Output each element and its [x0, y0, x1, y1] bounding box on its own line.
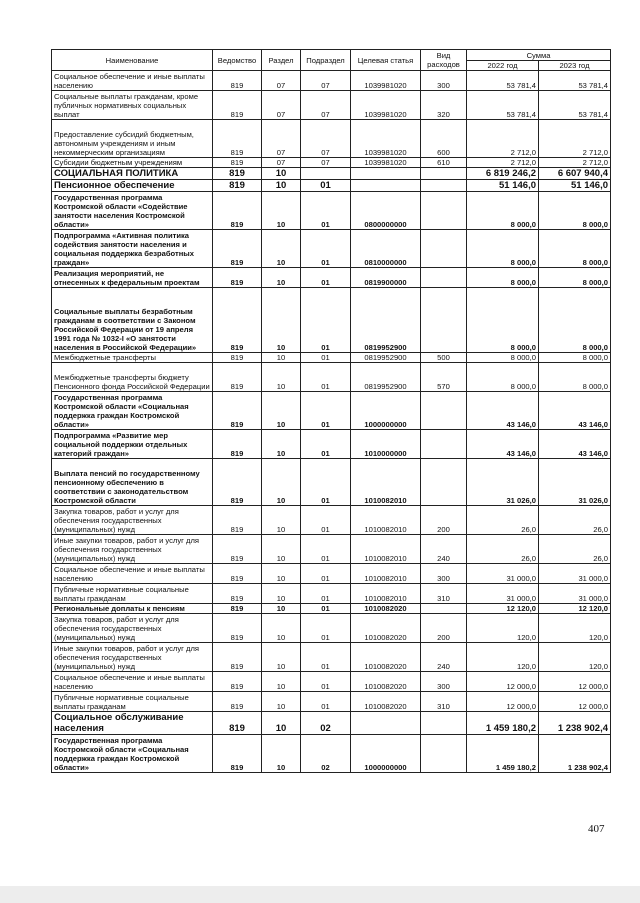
cell-sum-2022: 1 459 180,2	[467, 712, 539, 735]
cell-subsection: 01	[301, 192, 351, 230]
cell-section: 10	[262, 564, 301, 584]
cell-target: 1010082020	[351, 604, 421, 614]
cell-sum-2022: 8 000,0	[467, 353, 539, 363]
cell-name: Социальные выплаты безработным гражданам в соответствии с Законом Российской Федерации от 19 апреля 1991 года № 1032-I «О занятости населения в Российской Федерации»	[52, 288, 213, 353]
cell-name: Реализация мероприятий, не отнесенных к федеральным проектам	[52, 268, 213, 288]
header-name: Наименование	[52, 50, 213, 71]
cell-subsection: 01	[301, 692, 351, 712]
cell-section: 07	[262, 91, 301, 120]
table-row	[52, 564, 611, 584]
cell-sum-2023: 8 000,0	[539, 230, 611, 268]
header-year-2023: 2023 год	[539, 61, 611, 71]
cell-name: Социальные выплаты гражданам, кроме публичных нормативных социальных выплат	[52, 91, 213, 120]
cell-sum-2023: 8 000,0	[539, 353, 611, 363]
cell-section: 10	[262, 168, 301, 180]
cell-section: 07	[262, 71, 301, 91]
cell-exptype	[421, 392, 467, 430]
cell-sum-2022: 53 781,4	[467, 71, 539, 91]
header-year-2022: 2022 год	[467, 61, 539, 71]
cell-dept: 819	[213, 643, 262, 672]
cell-sum-2022: 8 000,0	[467, 268, 539, 288]
cell-section: 10	[262, 643, 301, 672]
header-target: Целевая статья	[351, 50, 421, 71]
header-subsection: Подраздел	[301, 50, 351, 71]
cell-sum-2022: 12 000,0	[467, 692, 539, 712]
cell-sum-2023: 43 146,0	[539, 430, 611, 459]
cell-target: 1010000000	[351, 430, 421, 459]
cell-subsection: 01	[301, 614, 351, 643]
cell-dept: 819	[213, 672, 262, 692]
cell-target: 1010082010	[351, 506, 421, 535]
cell-sum-2023: 31 026,0	[539, 459, 611, 506]
cell-name: Закупка товаров, работ и услуг для обеспечения государственных (муниципальных) нужд	[52, 614, 213, 643]
cell-sum-2023: 53 781,4	[539, 71, 611, 91]
cell-subsection: 01	[301, 643, 351, 672]
cell-dept: 819	[213, 392, 262, 430]
cell-exptype	[421, 604, 467, 614]
cell-sum-2023: 8 000,0	[539, 363, 611, 392]
cell-target: 1010082020	[351, 672, 421, 692]
cell-sum-2023: 53 781,4	[539, 91, 611, 120]
cell-subsection: 02	[301, 712, 351, 735]
cell-exptype	[421, 712, 467, 735]
table-row	[52, 535, 611, 564]
cell-name: Социальное обеспечение и иные выплаты населению	[52, 672, 213, 692]
cell-sum-2022: 43 146,0	[467, 430, 539, 459]
cell-exptype	[421, 180, 467, 192]
cell-sum-2022: 53 781,4	[467, 91, 539, 120]
cell-dept: 819	[213, 430, 262, 459]
cell-subsection	[301, 168, 351, 180]
cell-section: 10	[262, 363, 301, 392]
cell-sum-2023: 120,0	[539, 614, 611, 643]
cell-dept: 819	[213, 192, 262, 230]
cell-name: Закупка товаров, работ и услуг для обеспечения государственных (муниципальных) нужд	[52, 506, 213, 535]
cell-sum-2023: 8 000,0	[539, 192, 611, 230]
cell-target	[351, 180, 421, 192]
cell-section: 10	[262, 506, 301, 535]
table-row	[52, 158, 611, 168]
cell-sum-2023: 8 000,0	[539, 288, 611, 353]
cell-target: 0800000000	[351, 192, 421, 230]
table-row	[52, 353, 611, 363]
cell-section: 10	[262, 288, 301, 353]
cell-target: 1010082020	[351, 643, 421, 672]
cell-target	[351, 168, 421, 180]
cell-section: 10	[262, 672, 301, 692]
cell-section: 07	[262, 158, 301, 168]
cell-section: 10	[262, 180, 301, 192]
page-number: 407	[588, 823, 605, 835]
header-sum: Сумма	[467, 50, 611, 61]
cell-exptype: 600	[421, 120, 467, 158]
cell-subsection: 01	[301, 430, 351, 459]
cell-target	[351, 712, 421, 735]
cell-target: 1039981020	[351, 91, 421, 120]
cell-section: 10	[262, 230, 301, 268]
cell-dept: 819	[213, 180, 262, 192]
cell-exptype	[421, 735, 467, 773]
cell-exptype	[421, 288, 467, 353]
table-row	[52, 712, 611, 735]
cell-sum-2022: 2 712,0	[467, 158, 539, 168]
cell-target: 1010082010	[351, 459, 421, 506]
cell-name: Социальное обеспечение и иные выплаты населению	[52, 564, 213, 584]
cell-subsection: 01	[301, 672, 351, 692]
cell-section: 10	[262, 459, 301, 506]
cell-name: Региональные доплаты к пенсиям	[52, 604, 213, 614]
cell-subsection: 01	[301, 288, 351, 353]
cell-target: 1000000000	[351, 735, 421, 773]
table-row	[52, 506, 611, 535]
cell-target: 1010082010	[351, 535, 421, 564]
cell-section: 10	[262, 353, 301, 363]
cell-sum-2023: 31 000,0	[539, 564, 611, 584]
cell-target: 1010082020	[351, 692, 421, 712]
cell-target: 0819952900	[351, 363, 421, 392]
cell-sum-2023: 12 000,0	[539, 692, 611, 712]
cell-exptype: 240	[421, 643, 467, 672]
cell-exptype	[421, 230, 467, 268]
table-row	[52, 392, 611, 430]
cell-sum-2023: 12 120,0	[539, 604, 611, 614]
cell-dept: 819	[213, 168, 262, 180]
header-section: Раздел	[262, 50, 301, 71]
cell-dept: 819	[213, 120, 262, 158]
cell-section: 07	[262, 120, 301, 158]
cell-dept: 819	[213, 268, 262, 288]
cell-exptype	[421, 168, 467, 180]
cell-exptype	[421, 268, 467, 288]
table-row	[52, 584, 611, 604]
cell-sum-2022: 26,0	[467, 506, 539, 535]
table-row	[52, 91, 611, 120]
cell-sum-2022: 8 000,0	[467, 363, 539, 392]
cell-sum-2022: 8 000,0	[467, 288, 539, 353]
table-row	[52, 604, 611, 614]
cell-target: 0819900000	[351, 268, 421, 288]
cell-name: Выплата пенсий по государственному пенсионному обеспечению в соответствии с законодательством Костромской области	[52, 459, 213, 506]
cell-name: СОЦИАЛЬНАЯ ПОЛИТИКА	[52, 168, 213, 180]
cell-sum-2022: 31 026,0	[467, 459, 539, 506]
cell-sum-2022: 120,0	[467, 614, 539, 643]
cell-subsection: 01	[301, 268, 351, 288]
cell-dept: 819	[213, 230, 262, 268]
table-row	[52, 614, 611, 643]
cell-subsection: 01	[301, 363, 351, 392]
cell-subsection: 01	[301, 506, 351, 535]
cell-subsection: 01	[301, 392, 351, 430]
cell-sum-2022: 12 120,0	[467, 604, 539, 614]
cell-name: Подпрограмма «Развитие мер социальной поддержки отдельных категорий граждан»	[52, 430, 213, 459]
cell-subsection: 07	[301, 120, 351, 158]
cell-sum-2023: 2 712,0	[539, 158, 611, 168]
cell-exptype: 610	[421, 158, 467, 168]
cell-exptype: 500	[421, 353, 467, 363]
cell-section: 10	[262, 712, 301, 735]
table-row	[52, 692, 611, 712]
cell-name: Пенсионное обеспечение	[52, 180, 213, 192]
cell-subsection: 07	[301, 158, 351, 168]
cell-name: Подпрограмма «Активная политика содействия занятости населения и социальная поддержка безработных граждан»	[52, 230, 213, 268]
table-row	[52, 672, 611, 692]
cell-dept: 819	[213, 158, 262, 168]
cell-exptype: 200	[421, 614, 467, 643]
table-row	[52, 268, 611, 288]
cell-name: Межбюджетные трансферты бюджету Пенсионного фонда Российской Федерации	[52, 363, 213, 392]
cell-name: Иные закупки товаров, работ и услуг для обеспечения государственных (муниципальных) нужд	[52, 535, 213, 564]
table-row	[52, 120, 611, 158]
cell-subsection: 01	[301, 604, 351, 614]
cell-subsection: 01	[301, 180, 351, 192]
scan-bottom-strip	[0, 886, 640, 903]
cell-exptype: 240	[421, 535, 467, 564]
cell-sum-2023: 26,0	[539, 535, 611, 564]
budget-table-sheet	[51, 49, 610, 773]
cell-subsection: 01	[301, 564, 351, 584]
cell-sum-2022: 26,0	[467, 535, 539, 564]
cell-section: 10	[262, 192, 301, 230]
table-row	[52, 192, 611, 230]
table-row	[52, 430, 611, 459]
cell-exptype: 300	[421, 71, 467, 91]
cell-section: 10	[262, 535, 301, 564]
cell-exptype: 200	[421, 506, 467, 535]
cell-name: Субсидии бюджетным учреждениям	[52, 158, 213, 168]
cell-exptype: 310	[421, 584, 467, 604]
cell-dept: 819	[213, 459, 262, 506]
cell-sum-2022: 8 000,0	[467, 192, 539, 230]
cell-exptype	[421, 459, 467, 506]
cell-target: 1039981020	[351, 120, 421, 158]
cell-sum-2022: 31 000,0	[467, 564, 539, 584]
cell-dept: 819	[213, 584, 262, 604]
cell-target: 0810000000	[351, 230, 421, 268]
header-exptype: Вид расходов	[421, 50, 467, 71]
cell-dept: 819	[213, 91, 262, 120]
cell-section: 10	[262, 392, 301, 430]
cell-subsection: 07	[301, 91, 351, 120]
cell-sum-2022: 120,0	[467, 643, 539, 672]
cell-target: 1039981020	[351, 158, 421, 168]
cell-section: 10	[262, 735, 301, 773]
cell-exptype	[421, 430, 467, 459]
cell-name: Социальное обеспечение и иные выплаты населению	[52, 71, 213, 91]
cell-sum-2022: 51 146,0	[467, 180, 539, 192]
cell-dept: 819	[213, 614, 262, 643]
cell-dept: 819	[213, 506, 262, 535]
cell-target: 1000000000	[351, 392, 421, 430]
cell-sum-2023: 8 000,0	[539, 268, 611, 288]
cell-name: Публичные нормативные социальные выплаты гражданам	[52, 692, 213, 712]
budget-table	[51, 49, 611, 773]
cell-target: 1010082010	[351, 564, 421, 584]
cell-subsection: 01	[301, 535, 351, 564]
cell-dept: 819	[213, 71, 262, 91]
cell-sum-2023: 1 238 902,4	[539, 712, 611, 735]
cell-name: Государственная программа Костромской области «Содействие занятости населения Костромской области»	[52, 192, 213, 230]
cell-subsection: 01	[301, 230, 351, 268]
cell-subsection: 07	[301, 71, 351, 91]
cell-subsection: 02	[301, 735, 351, 773]
cell-name: Публичные нормативные социальные выплаты гражданам	[52, 584, 213, 604]
cell-subsection: 01	[301, 353, 351, 363]
cell-dept: 819	[213, 535, 262, 564]
table-row	[52, 643, 611, 672]
cell-name: Межбюджетные трансферты	[52, 353, 213, 363]
table-row	[52, 230, 611, 268]
cell-exptype: 310	[421, 692, 467, 712]
cell-sum-2023: 31 000,0	[539, 584, 611, 604]
cell-section: 10	[262, 268, 301, 288]
cell-section: 10	[262, 604, 301, 614]
cell-dept: 819	[213, 604, 262, 614]
cell-subsection: 01	[301, 459, 351, 506]
cell-target: 1010082020	[351, 614, 421, 643]
cell-target: 1010082010	[351, 584, 421, 604]
cell-dept: 819	[213, 712, 262, 735]
cell-sum-2023: 26,0	[539, 506, 611, 535]
cell-subsection: 01	[301, 584, 351, 604]
cell-name: Социальное обслуживание населения	[52, 712, 213, 735]
table-body	[52, 71, 611, 773]
cell-sum-2023: 2 712,0	[539, 120, 611, 158]
cell-sum-2022: 8 000,0	[467, 230, 539, 268]
cell-section: 10	[262, 692, 301, 712]
cell-sum-2023: 12 000,0	[539, 672, 611, 692]
cell-target: 0819952900	[351, 288, 421, 353]
cell-exptype: 300	[421, 672, 467, 692]
cell-sum-2023: 1 238 902,4	[539, 735, 611, 773]
cell-name: Государственная программа Костромской области «Социальная поддержка граждан Костромской области»	[52, 735, 213, 773]
cell-sum-2022: 12 000,0	[467, 672, 539, 692]
table-row	[52, 71, 611, 91]
header-dept: Ведомство	[213, 50, 262, 71]
cell-sum-2022: 1 459 180,2	[467, 735, 539, 773]
cell-name: Государственная программа Костромской области «Социальная поддержка граждан Костромской области»	[52, 392, 213, 430]
table-row	[52, 363, 611, 392]
cell-section: 10	[262, 614, 301, 643]
table-row	[52, 288, 611, 353]
table-row	[52, 168, 611, 180]
cell-sum-2023: 51 146,0	[539, 180, 611, 192]
cell-dept: 819	[213, 735, 262, 773]
cell-exptype: 570	[421, 363, 467, 392]
cell-sum-2022: 6 819 246,2	[467, 168, 539, 180]
cell-dept: 819	[213, 353, 262, 363]
cell-sum-2023: 43 146,0	[539, 392, 611, 430]
cell-sum-2022: 43 146,0	[467, 392, 539, 430]
cell-dept: 819	[213, 692, 262, 712]
cell-dept: 819	[213, 288, 262, 353]
table-row	[52, 735, 611, 773]
table-row	[52, 180, 611, 192]
cell-dept: 819	[213, 564, 262, 584]
cell-section: 10	[262, 584, 301, 604]
cell-name: Иные закупки товаров, работ и услуг для обеспечения государственных (муниципальных) нужд	[52, 643, 213, 672]
cell-name: Предоставление субсидий бюджетным, автономным учреждениям и иным некоммерческим организациям	[52, 120, 213, 158]
cell-sum-2023: 120,0	[539, 643, 611, 672]
cell-section: 10	[262, 430, 301, 459]
cell-exptype: 320	[421, 91, 467, 120]
cell-sum-2022: 31 000,0	[467, 584, 539, 604]
cell-sum-2023: 6 607 940,4	[539, 168, 611, 180]
cell-exptype	[421, 192, 467, 230]
cell-sum-2022: 2 712,0	[467, 120, 539, 158]
table-row	[52, 459, 611, 506]
cell-exptype: 300	[421, 564, 467, 584]
cell-target: 0819952900	[351, 353, 421, 363]
cell-target: 1039981020	[351, 71, 421, 91]
cell-dept: 819	[213, 363, 262, 392]
